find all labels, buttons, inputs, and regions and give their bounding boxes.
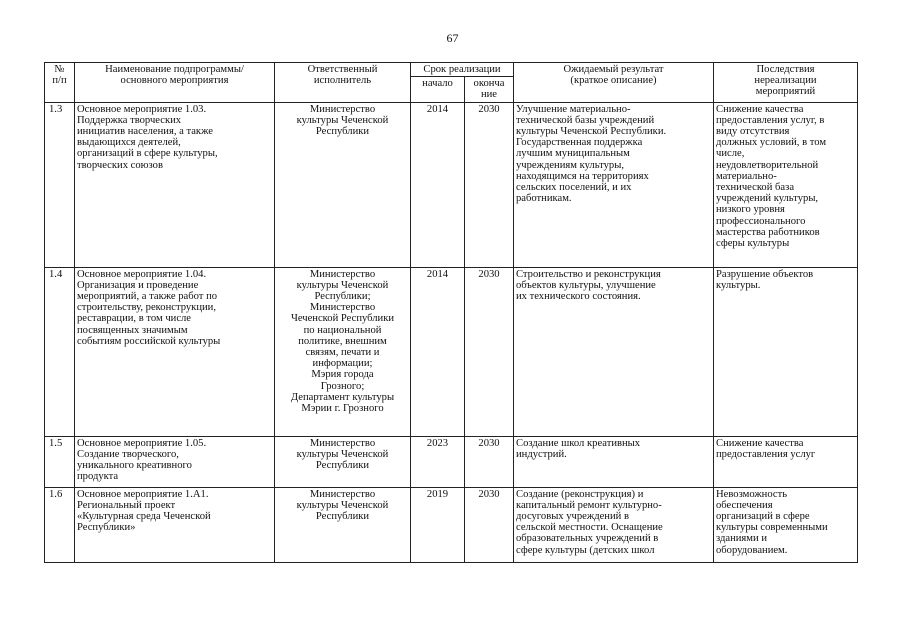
row-consequences: Снижение качества предоставления услуг, в виду отсутствия должных условий, в том числе, неудовлетворительной материально- технической база учреждений культуры, низкого уровня профессионального мастерства работников сферы культуры [714, 102, 858, 267]
row-executor: Министерство культуры Чеченской Республики; Министерство Чеченской Республики по национальной политике, внешним связям, печати и информации; Мэрия города Грозного; Департамент культуры Мэрии г. Грозного [275, 267, 411, 436]
row-executor: Министерство культуры Чеченской Республики [275, 102, 411, 267]
row-result: Создание (реконструкция) и капитальный ремонт культурно- досуговых учреждений в сельской местности. Оснащение образовательных учреждений в сфере культуры (детских школ [514, 487, 714, 562]
header-start: начало [411, 77, 465, 102]
row-start: 2014 [411, 267, 465, 436]
header-period: Срок реализации [411, 63, 514, 77]
row-name: Основное мероприятие 1.05. Создание творческого, уникального креативного продукта [75, 436, 275, 487]
row-result: Строительство и реконструкция объектов культуры, улучшение их технического состояния. [514, 267, 714, 436]
row-end: 2030 [465, 267, 514, 436]
row-start: 2014 [411, 102, 465, 267]
header-executor: Ответственный исполнитель [275, 63, 411, 103]
row-consequences: Разрушение объектов культуры. [714, 267, 858, 436]
row-num: 1.6 [45, 487, 75, 562]
row-name: Основное мероприятие 1.04. Организация и проведение мероприятий, а также работ по строительству, реконструкции, реставрации, в том числе посвященных значимым событиям российской культуры [75, 267, 275, 436]
header-result: Ожидаемый результат (краткое описание) [514, 63, 714, 103]
row-start: 2019 [411, 487, 465, 562]
table-row [45, 436, 858, 487]
header-row [45, 63, 858, 77]
row-num: 1.3 [45, 102, 75, 267]
table-row [45, 487, 858, 562]
row-end: 2030 [465, 487, 514, 562]
row-name: Основное мероприятие 1.А1. Региональный проект «Культурная среда Чеченской Республики» [75, 487, 275, 562]
program-table [44, 62, 858, 563]
row-name: Основное мероприятие 1.03. Поддержка творческих инициатив населения, а также выдающихся деятелей, организаций в сфере культуры, творческих союзов [75, 102, 275, 267]
header-consequences: Последствия нереализации мероприятий [714, 63, 858, 103]
row-consequences: Снижение качества предоставления услуг [714, 436, 858, 487]
table-row [45, 102, 858, 267]
header-name: Наименование подпрограммы/ основного мероприятия [75, 63, 275, 103]
row-num: 1.4 [45, 267, 75, 436]
row-executor: Министерство культуры Чеченской Республики [275, 487, 411, 562]
row-num: 1.5 [45, 436, 75, 487]
row-consequences: Невозможность обеспечения организаций в сфере культуры современными зданиями и оборудованием. [714, 487, 858, 562]
row-result: Улучшение материально- технической базы учреждений культуры Чеченской Республики. Государственная поддержка лучшим муниципальным учреждениям культуры, находящимся на территориях сельских поселений, и их работникам. [514, 102, 714, 267]
row-end: 2030 [465, 436, 514, 487]
row-executor: Министерство культуры Чеченской Республики [275, 436, 411, 487]
page-number: 67 [446, 31, 459, 45]
row-result: Создание школ креативных индустрий. [514, 436, 714, 487]
row-end: 2030 [465, 102, 514, 267]
table-row [45, 267, 858, 436]
row-start: 2023 [411, 436, 465, 487]
header-end: оконча ние [465, 77, 514, 102]
header-num: № п/п [45, 63, 75, 103]
